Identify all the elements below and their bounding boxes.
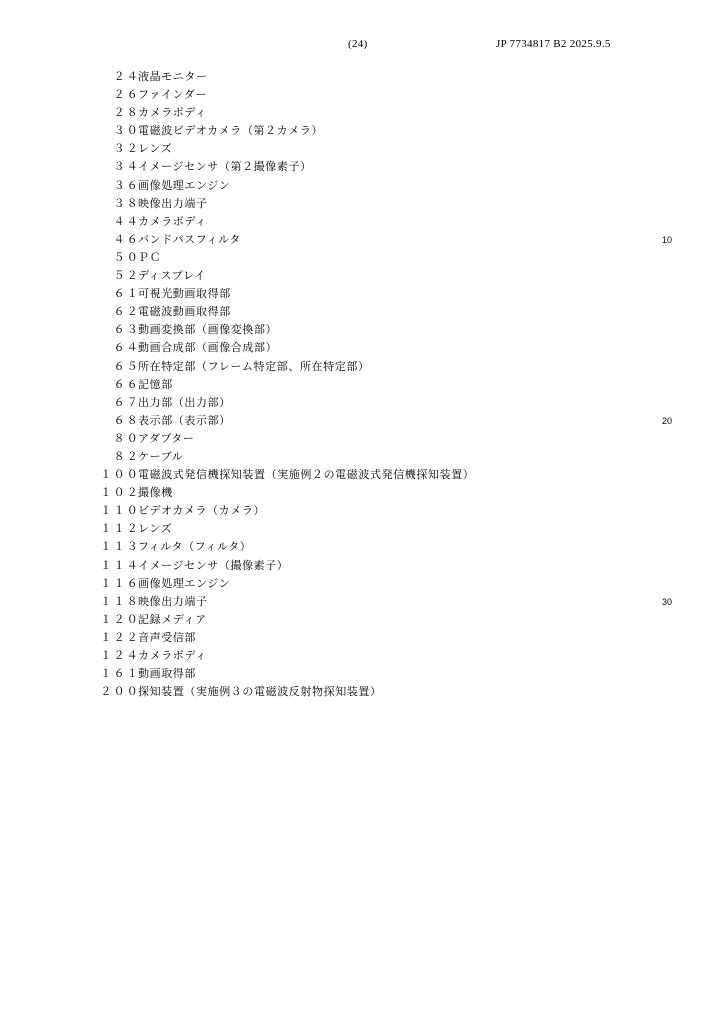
list-item [0, 267, 724, 285]
reference-number: ６４ [113, 342, 140, 355]
reference-number: ８２ [113, 450, 140, 463]
reference-term: 表示部（表示部） [138, 414, 231, 427]
reference-number: ６３ [113, 324, 140, 337]
list-item [0, 122, 724, 140]
reference-number: ３２ [113, 143, 140, 156]
reference-number: ３８ [113, 197, 140, 210]
reference-term: 画像処理エンジン [138, 577, 231, 590]
reference-term: 所在特定部（フレーム特定部、所在特定部） [138, 360, 370, 373]
reference-term: ＰＣ [138, 251, 162, 264]
list-item [0, 394, 724, 412]
reference-number: １２４ [100, 650, 140, 662]
list-item [0, 321, 724, 339]
list-item [0, 158, 724, 176]
publication-info: JP 7734817 B2 2025.9.5 [496, 38, 611, 50]
list-item [0, 430, 724, 448]
list-item [0, 683, 724, 701]
list-item [0, 285, 724, 303]
list-item [0, 104, 724, 122]
reference-term: ファインダー [138, 89, 207, 102]
reference-number: ３４ [113, 161, 140, 174]
reference-term: 映像出力端子 [138, 197, 208, 210]
reference-number: ５２ [113, 270, 140, 283]
list-item [0, 68, 724, 86]
reference-number: １６１ [100, 668, 140, 681]
reference-number: ６６ [113, 378, 140, 391]
reference-term: 記憶部 [138, 378, 173, 391]
list-item [0, 303, 724, 321]
list-item [0, 502, 724, 520]
reference-term: カメラボディ [138, 215, 207, 228]
reference-numeral-list [0, 68, 724, 701]
reference-term: 出力部（出力部） [138, 396, 231, 409]
list-item [0, 213, 724, 231]
reference-number: ６１ [113, 288, 140, 301]
reference-number: ６２ [113, 306, 140, 319]
page-number: (24) [348, 38, 368, 50]
reference-term: フィルタ（フィルタ） [138, 541, 252, 554]
reference-term: ディスプレイ [138, 270, 206, 283]
list-item [0, 611, 724, 629]
reference-term: 探知装置（実施例３の電磁波反射物探知装置） [138, 686, 382, 699]
reference-term: 動画変換部（画像変換部） [138, 324, 278, 337]
list-item [0, 195, 724, 213]
line-number-marker: 20 [662, 415, 673, 426]
reference-term: ビデオカメラ（カメラ） [138, 505, 266, 518]
line-number-marker: 10 [662, 234, 673, 245]
list-item [0, 593, 724, 611]
reference-number: ３０ [113, 125, 140, 138]
reference-number: １０２ [100, 487, 140, 500]
reference-term: カメラボディ [138, 650, 207, 662]
reference-term: 電磁波動画取得部 [138, 306, 231, 319]
reference-term: 記録メディア [138, 613, 207, 626]
list-item [0, 665, 724, 683]
reference-number: ２８ [113, 107, 140, 120]
reference-term: アダプター [138, 432, 195, 445]
reference-term: ケーブル [138, 450, 184, 463]
reference-number: ２００ [100, 686, 140, 699]
list-item [0, 575, 724, 593]
reference-number: １２２ [100, 631, 140, 644]
reference-term: カメラボディ [138, 107, 207, 120]
list-item [0, 538, 724, 556]
list-item [0, 448, 724, 466]
list-item [0, 629, 724, 647]
reference-number: １２０ [100, 613, 140, 626]
reference-number: ２４ [113, 71, 140, 83]
list-item [0, 484, 724, 502]
list-item [0, 231, 724, 249]
reference-term: 電磁波ビデオカメラ（第２カメラ） [138, 125, 324, 138]
reference-term: 撮像機 [138, 487, 173, 500]
reference-number: ６８ [113, 414, 140, 427]
line-number-marker: 30 [662, 596, 673, 607]
list-item [0, 358, 724, 376]
reference-term: 可視光動画取得部 [138, 288, 231, 301]
list-item [0, 412, 724, 430]
reference-number: ６７ [113, 396, 140, 409]
reference-term: 動画合成部（画像合成部） [138, 342, 278, 355]
reference-number: １１３ [100, 541, 140, 554]
list-item [0, 466, 724, 484]
reference-term: イメージセンサ（第２撮像素子） [138, 161, 312, 174]
list-item [0, 86, 724, 104]
reference-term: 液晶モニター [138, 71, 208, 83]
list-item [0, 376, 724, 394]
reference-number: ８０ [113, 432, 140, 445]
reference-number: １１６ [100, 577, 140, 590]
list-item [0, 140, 724, 158]
reference-term: イメージセンサ（撮像素子） [138, 559, 289, 572]
reference-number: ４４ [113, 215, 140, 228]
list-item [0, 177, 724, 195]
list-item [0, 647, 724, 665]
list-item [0, 249, 724, 267]
reference-number: ２６ [113, 89, 140, 102]
reference-number: ３６ [113, 179, 140, 192]
list-item [0, 557, 724, 575]
reference-term: 映像出力端子 [138, 595, 208, 608]
reference-number: ５０ [113, 251, 140, 264]
reference-term: 動画取得部 [138, 668, 196, 681]
reference-term: レンズ [138, 143, 173, 156]
reference-number: １１４ [100, 559, 140, 572]
list-item [0, 520, 724, 538]
reference-term: 音声受信部 [138, 631, 196, 644]
reference-number: １１２ [100, 523, 140, 536]
reference-number: １００ [100, 469, 140, 482]
reference-number: ６５ [113, 360, 140, 373]
reference-term: 電磁波式発信機探知装置（実施例２の電磁波式発信機探知装置） [138, 469, 475, 482]
reference-term: バンドパスフィルタ [138, 233, 241, 246]
reference-number: １１８ [100, 595, 140, 608]
list-item [0, 339, 724, 357]
reference-number: １１０ [100, 505, 140, 518]
reference-term: レンズ [138, 523, 173, 536]
reference-term: 画像処理エンジン [138, 179, 231, 192]
reference-number: ４６ [113, 233, 140, 246]
